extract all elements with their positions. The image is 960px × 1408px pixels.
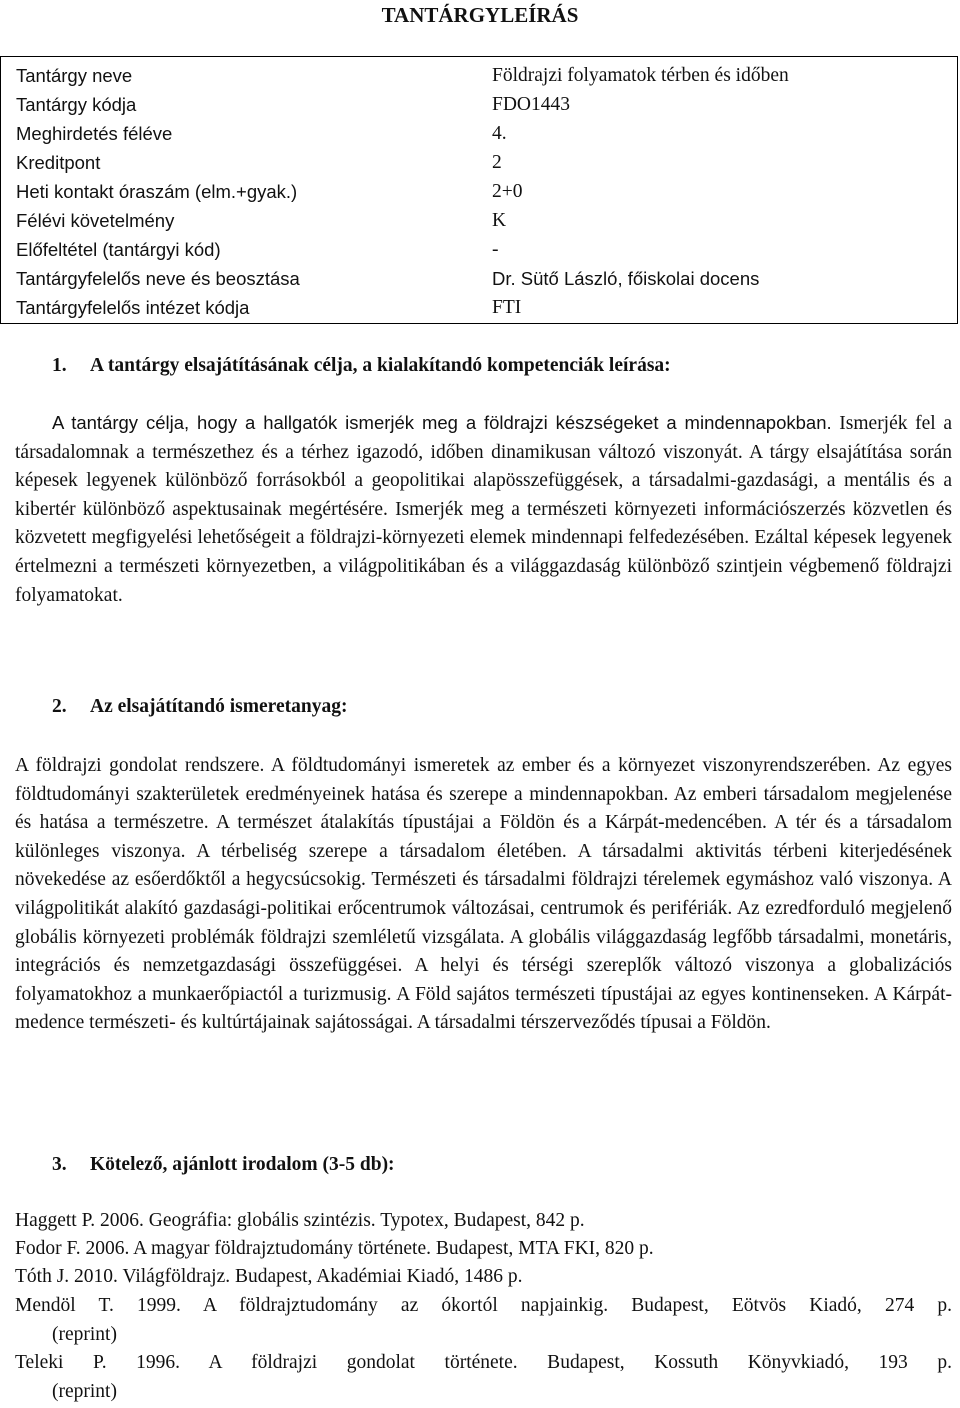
info-value: FTI xyxy=(492,297,522,318)
info-value: - xyxy=(492,239,499,260)
info-value: 2 xyxy=(492,152,502,173)
info-label: Kreditpont xyxy=(16,152,101,173)
info-value: Földrajzi folyamatok térben és időben xyxy=(492,65,789,86)
info-label: Félévi követelmény xyxy=(16,210,175,231)
info-row xyxy=(1,61,957,90)
info-label: Tantárgy kódja xyxy=(16,94,137,115)
info-row xyxy=(1,235,957,264)
reference-item: Tóth J. 2010. Világföldrajz. Budapest, Akadémiai Kiadó, 1486 p. xyxy=(15,1266,523,1287)
info-row xyxy=(1,148,957,177)
info-label: Előfeltétel (tantárgyi kód) xyxy=(16,239,221,260)
info-value: 4. xyxy=(492,123,507,144)
section-number: 2. xyxy=(52,696,67,717)
info-row xyxy=(1,119,957,148)
document-title: TANTÁRGYLEÍRÁS xyxy=(381,3,579,27)
info-value: Dr. Sütő László, főiskolai docens xyxy=(492,268,760,289)
reference-item: Haggett P. 2006. Geográfia: globális szintézis. Typotex, Budapest, 842 p. xyxy=(15,1210,585,1231)
reference-item: Fodor F. 2006. A magyar földrajztudomány története. Budapest, MTA FKI, 820 p. xyxy=(15,1238,654,1259)
info-label: Heti kontakt óraszám (elm.+gyak.) xyxy=(16,181,298,202)
section-number: 3. xyxy=(52,1154,67,1175)
info-row xyxy=(1,90,957,119)
info-row xyxy=(1,293,957,322)
section-title: Az elsajátítandó ismeretanyag: xyxy=(90,696,348,717)
info-row xyxy=(1,206,957,235)
info-value: K xyxy=(492,210,507,231)
section-1-text: Ismerjék fel a társadalomnak a természethez és a térhez igazodó, időben dinamikusan változó viszonyát. A tárgy elsajátítása során képesek legyenek különböző forrásokból a geopolitikai alapösszefüggések, a társadalmi-gazdasági, a mentális és a kibertér különböző aspektusainak megértésére. Ismerjék meg a természeti környezeti információszerzés közvetlen és közvetett megfigyelési lehetőségeit a földrajzi-környezeti elemek mindennapi felfedezésében. Ezáltal képesek legyenek értelmezni a természeti környezetben, a világpolitikában és a világgazdaság különböző szintjein végbemenő földrajzi folyamatokat. xyxy=(15,413,952,606)
section-2-body: A földrajzi gondolat rendszere. A földtudományi ismeretek az ember és a környezet viszonyrendszerében. Az egyes földtudományi szakterületek eredményeinek hatása és szerepe a mindennapokban. Az emberi társadalom megjelenése és hatása a természetre. A természet átalakítás típustájai a Földön és a Kárpát-medencében. A tér és a társadalom különleges viszonya. A térbeliség szerepe a társadalom életében. A társadalmi aktivitás térbeni kiterjedésének növekedése az esőerdőktől a hegycsúcsokig. Természeti és társadalmi földrajzi térelemek egymáshoz való viszonya. A világpolitikát alakító gazdasági-politikai erőcentrumok változásai, centrumok és perifériák. Az ezredforduló megjelenő globális környezeti problémák földrajzi szemléletű vizsgálata. A globális világgazdaság legfőbb társadalmi, monetáris, integrációs és nemzetgazdasági összefüggései. A helyi és térségi szereplők változó viszonya a globalizációs folyamatokhoz a munkaerőpiactól a turizmusig. A Föld sajátos természeti típustájai az egyes kontinenseken. A Kárpát-medence természeti- és kultúrtájainak sajátosságai. A társadalmi térszerveződés típusai a Földön. xyxy=(15,755,952,1034)
section-1-body xyxy=(15,409,952,610)
info-label: Tantárgy neve xyxy=(16,65,133,86)
section-title: A tantárgy elsajátításának célja, a kialakítandó kompetenciák leírása: xyxy=(90,355,671,376)
info-label: Tantárgyfelelős neve és beosztása xyxy=(16,268,300,289)
reference-item: Mendöl T. 1999. A földrajztudomány az ókortól napjainkig. Budapest, Eötvös Kiadó, 274 p. xyxy=(15,1295,952,1316)
info-label: Tantárgyfelelős intézet kódja xyxy=(16,297,250,318)
section-number: 1. xyxy=(52,355,67,376)
reference-continuation: (reprint) xyxy=(52,1324,117,1345)
info-row xyxy=(1,264,957,293)
section-title: Kötelező, ajánlott irodalom (3-5 db): xyxy=(90,1154,395,1175)
info-label: Meghirdetés féléve xyxy=(16,123,173,144)
info-value: FDO1443 xyxy=(492,94,571,115)
info-row xyxy=(1,177,957,206)
reference-continuation: (reprint) xyxy=(52,1381,117,1402)
info-value: 2+0 xyxy=(492,181,523,202)
section-1-intro: A tantárgy célja, hogy a hallgatók ismerjék meg a földrajzi készségeket a mindennapokban. xyxy=(52,412,832,433)
course-info-table xyxy=(0,56,958,324)
reference-item: Teleki P. 1996. A földrajzi gondolat története. Budapest, Kossuth Könyvkiadó, 193 p. xyxy=(15,1352,952,1373)
